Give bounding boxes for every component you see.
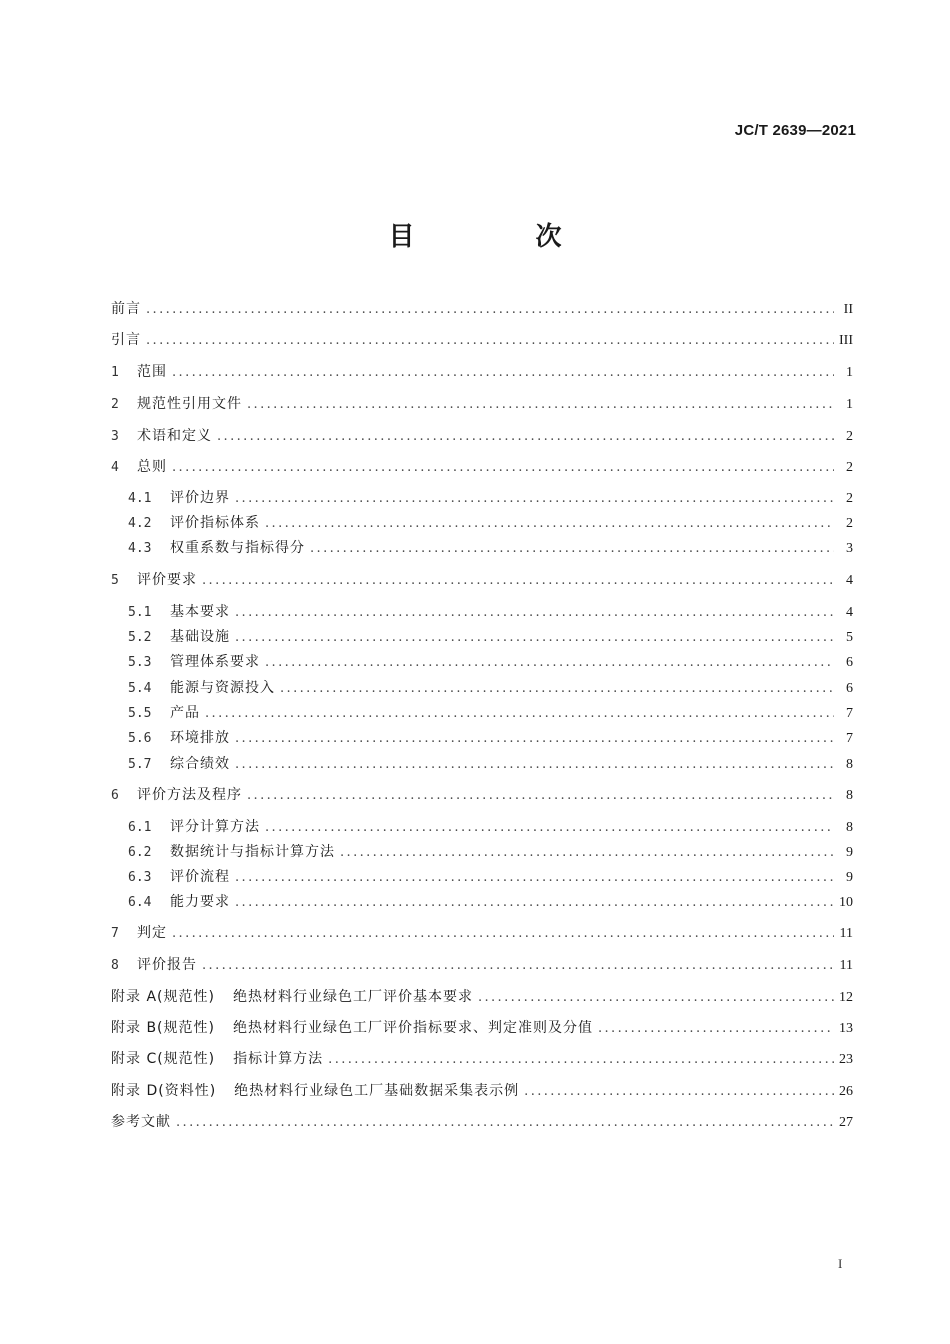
toc-dot-leader: [172, 925, 834, 943]
toc-entry-page: 9: [846, 870, 853, 885]
toc-dot-leader: [598, 1020, 834, 1038]
toc-entry-label: 术语和定义: [137, 428, 212, 444]
toc-entry[interactable]: [111, 1082, 853, 1101]
toc-dot-leader: [265, 515, 834, 533]
toc-entry[interactable]: [128, 514, 853, 533]
toc-entry-number: 5.7: [128, 757, 152, 772]
toc-appendix-prefix: 附录 C(规范性): [111, 1051, 216, 1067]
toc-dot-leader: [235, 730, 834, 748]
toc-entry[interactable]: [128, 679, 853, 698]
toc-entry-page: 13: [839, 1021, 853, 1036]
toc-dot-leader: [235, 869, 834, 887]
toc-dot-leader: [235, 894, 834, 912]
toc-entry-page: 8: [846, 757, 853, 772]
toc-entry-label: 引言: [111, 332, 141, 348]
toc-entry[interactable]: [111, 331, 853, 350]
toc-entry[interactable]: [111, 988, 853, 1007]
toc-entry[interactable]: [111, 924, 853, 943]
toc-entry-page: 11: [839, 926, 853, 941]
toc-entry-page: 2: [846, 429, 853, 444]
toc-entry-label: [111, 988, 473, 1006]
toc-dot-leader: [172, 459, 834, 477]
toc-entry-page: III: [839, 333, 853, 348]
toc-entry-label: 范围: [137, 364, 167, 380]
toc-entry-label: 基础设施: [170, 629, 230, 645]
toc-entry[interactable]: [128, 653, 853, 672]
toc-entry[interactable]: [128, 603, 853, 622]
toc-entry-page: 12: [839, 990, 853, 1005]
toc-entry-label: 评分计算方法: [170, 819, 260, 835]
toc-entry-page: 8: [846, 788, 853, 803]
toc-entry-label: 规范性引用文件: [137, 396, 242, 412]
toc-dot-leader: [146, 301, 834, 319]
toc-entry[interactable]: [128, 893, 853, 912]
toc-entry[interactable]: [111, 1050, 853, 1069]
toc-entry-page: 1: [846, 397, 853, 412]
toc-entry-page: 26: [839, 1084, 853, 1099]
toc-entry-number: 5.3: [128, 655, 152, 670]
toc-entry-number: 5: [111, 573, 119, 588]
toc-entry-label: 产品: [170, 705, 200, 721]
toc-dot-leader: [524, 1083, 834, 1101]
toc-entry[interactable]: [111, 395, 853, 414]
toc-entry-label: 判定: [137, 925, 167, 941]
toc-entry-label: 基本要求: [170, 604, 230, 620]
toc-entry-page: II: [843, 302, 853, 317]
toc-dot-leader: [235, 756, 834, 774]
toc-entry[interactable]: [111, 956, 853, 975]
toc-entry-number: 6.1: [128, 820, 152, 835]
toc-entry-number: 8: [111, 958, 119, 973]
toc-entry-number: 6.4: [128, 895, 152, 910]
toc-entry-number: 5.5: [128, 706, 152, 721]
toc-entry-label: 参考文献: [111, 1114, 171, 1130]
toc-entry[interactable]: [111, 786, 853, 805]
toc-dot-leader: [328, 1051, 834, 1069]
toc-entry-label: [111, 1082, 519, 1100]
toc-entry-label: 评价指标体系: [170, 515, 260, 531]
toc-entry-label: 评价要求: [137, 572, 197, 588]
toc-entry-number: 4: [111, 460, 119, 475]
toc-entry-label: 评价方法及程序: [137, 787, 242, 803]
toc-entry[interactable]: [111, 458, 853, 477]
toc-appendix-prefix: 附录 A(规范性): [111, 989, 215, 1005]
toc-entry-number: 5.6: [128, 731, 152, 746]
toc-entry[interactable]: [111, 427, 853, 446]
toc-entry-page: 11: [839, 958, 853, 973]
toc-entry-label: 能力要求: [170, 894, 230, 910]
toc-entry-label: 总则: [137, 459, 167, 475]
toc-entry[interactable]: [111, 300, 853, 319]
toc-entry-page: 6: [846, 655, 853, 670]
toc-dot-leader: [172, 364, 834, 382]
page-title: 目 次: [388, 222, 618, 252]
toc-dot-leader: [265, 654, 834, 672]
toc-dot-leader: [176, 1114, 834, 1132]
toc-entry-page: 10: [839, 895, 853, 910]
toc-entry-page: 2: [846, 460, 853, 475]
toc-appendix-title: 绝热材料行业绿色工厂评价基本要求: [232, 989, 473, 1005]
toc-entry-label: 数据统计与指标计算方法: [170, 844, 335, 860]
toc-entry[interactable]: [128, 868, 853, 887]
toc-entry-number: 7: [111, 926, 119, 941]
toc-entry-label: 能源与资源投入: [170, 680, 275, 696]
toc-entry-page: 7: [846, 706, 853, 721]
toc-dot-leader: [265, 819, 834, 837]
toc-entry-label: 环境排放: [170, 730, 230, 746]
toc-entry[interactable]: [128, 704, 853, 723]
toc-dot-leader: [202, 572, 834, 590]
toc-entry[interactable]: [111, 1113, 853, 1132]
toc-dot-leader: [235, 490, 834, 508]
toc-entry-label: 评价报告: [137, 957, 197, 973]
toc-dot-leader: [310, 540, 834, 558]
toc-entry-label: 综合绩效: [170, 756, 230, 772]
toc-entry-page: 23: [839, 1052, 853, 1067]
toc-entry-label: 管理体系要求: [170, 654, 260, 670]
toc-appendix-prefix: 附录 D(资料性): [111, 1083, 217, 1099]
toc-entry[interactable]: [128, 755, 853, 774]
toc-entry[interactable]: [111, 1019, 853, 1038]
toc-entry-label: [111, 1050, 323, 1068]
toc-entry-number: 4.1: [128, 491, 152, 506]
toc-entry-page: 6: [846, 681, 853, 696]
toc-entry[interactable]: [128, 729, 853, 748]
toc-entry-page: 7: [846, 731, 853, 746]
toc-entry-number: 1: [111, 365, 119, 380]
toc-dot-leader: [217, 428, 834, 446]
toc-dot-leader: [235, 604, 834, 622]
toc-entry-page: 2: [846, 491, 853, 506]
toc-dot-leader: [478, 989, 834, 1007]
toc-entry-page: 2: [846, 516, 853, 531]
toc-entry-number: 6.3: [128, 870, 152, 885]
toc-entry-number: 5.2: [128, 630, 152, 645]
toc-entry[interactable]: [128, 818, 853, 837]
toc-dot-leader: [280, 680, 834, 698]
toc-entry[interactable]: [111, 363, 853, 382]
toc-dot-leader: [247, 396, 834, 414]
toc-entry-number: 4.2: [128, 516, 152, 531]
toc-entry-page: 8: [846, 820, 853, 835]
toc-entry-page: 9: [846, 845, 853, 860]
toc-entry-label: [111, 1019, 593, 1037]
toc-entry-number: 3: [111, 429, 119, 444]
toc-appendix-title: 绝热材料行业绿色工厂评价指标要求、判定准则及分值: [232, 1020, 593, 1036]
toc-dot-leader: [235, 629, 834, 647]
page-number: I: [838, 1256, 843, 1271]
toc-entry-label: 评价流程: [170, 869, 230, 885]
toc-entry-page: 1: [846, 365, 853, 380]
toc-entry-page: 3: [846, 541, 853, 556]
toc-entry-label: 评价边界: [170, 490, 230, 506]
toc-dot-leader: [146, 332, 834, 350]
toc-entry[interactable]: [128, 489, 853, 508]
toc-entry-page: 4: [846, 573, 853, 588]
toc-entry-page: 5: [846, 630, 853, 645]
toc-entry-number: 5.4: [128, 681, 152, 696]
toc-dot-leader: [202, 957, 834, 975]
toc-entry-number: 2: [111, 397, 119, 412]
toc-appendix-title: 绝热材料行业绿色工厂基础数据采集表示例: [234, 1083, 520, 1099]
toc-dot-leader: [205, 705, 834, 723]
toc-entry-label: 前言: [111, 301, 141, 317]
toc-entry-number: 5.1: [128, 605, 152, 620]
toc-entry-label: 权重系数与指标得分: [170, 540, 305, 556]
toc-entry[interactable]: [128, 843, 853, 862]
toc-entry-number: 4.3: [128, 541, 152, 556]
toc-dot-leader: [340, 844, 834, 862]
toc-appendix-prefix: 附录 B(规范性): [111, 1020, 215, 1036]
toc-entry-number: 6.2: [128, 845, 152, 860]
toc-appendix-title: 指标计算方法: [233, 1051, 324, 1067]
toc-entry[interactable]: [128, 539, 853, 558]
toc-entry-page: 27: [839, 1115, 853, 1130]
toc-entry-page: 4: [846, 605, 853, 620]
toc-entry[interactable]: [128, 628, 853, 647]
toc-entry-number: 6: [111, 788, 119, 803]
toc-dot-leader: [247, 787, 834, 805]
standard-code: JC/T 2639—2021: [734, 122, 856, 139]
toc-entry[interactable]: [111, 571, 853, 590]
